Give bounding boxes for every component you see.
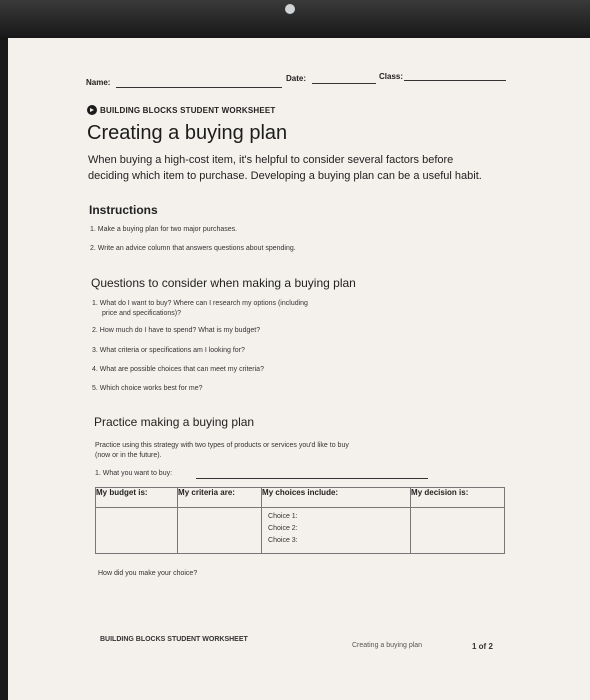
worksheet-page	[8, 38, 590, 700]
screen	[8, 38, 590, 700]
buying-plan-table	[95, 487, 505, 554]
table-row	[96, 508, 505, 554]
class-field[interactable]	[404, 80, 506, 81]
want-to-buy-label: 1. What you want to buy:	[95, 470, 173, 477]
criteria-header: My criteria are:	[178, 488, 262, 508]
intro-line-1: When buying a high-cost item, it's helpful to consider several factors before	[88, 154, 454, 166]
building-blocks-logo-icon	[87, 105, 97, 115]
want-to-buy-field[interactable]	[196, 478, 428, 479]
instructions-heading: Instructions	[89, 203, 158, 217]
practice-desc-line-1: Practice using this strategy with two types of products or services you'd like to buy	[95, 442, 349, 449]
question-item: 1. What do I want to buy? Where can I research my options (including	[92, 300, 308, 307]
budget-cell[interactable]	[96, 508, 178, 554]
how-choice-label: How did you make your choice?	[98, 570, 198, 577]
intro-text	[88, 152, 508, 184]
footer-title: BUILDING BLOCKS STUDENT WORKSHEET	[100, 636, 248, 643]
class-label: Class:	[379, 72, 404, 81]
choices-header: My choices include:	[262, 488, 411, 508]
name-field[interactable]	[116, 87, 282, 88]
name-label: Name:	[86, 78, 111, 87]
decision-header: My decision is:	[411, 488, 505, 508]
table-header-row	[96, 488, 505, 508]
monitor-bezel	[0, 0, 590, 40]
budget-header: My budget is:	[96, 488, 178, 508]
worksheet-kicker: BUILDING BLOCKS STUDENT WORKSHEET	[100, 106, 276, 115]
criteria-cell[interactable]	[178, 508, 262, 554]
question-item-continued: price and specifications)?	[102, 310, 181, 317]
footer-subtitle: Creating a buying plan	[352, 642, 423, 649]
choices-cell[interactable]	[262, 508, 411, 554]
instruction-item: 2. Write an advice column that answers questions about spending.	[90, 245, 296, 252]
decision-cell[interactable]	[411, 508, 505, 554]
instruction-item: 1. Make a buying plan for two major purchases.	[90, 226, 238, 233]
question-item: 5. Which choice works best for me?	[92, 385, 203, 392]
date-label: Date:	[286, 74, 307, 83]
question-item: 3. What criteria or specifications am I looking for?	[92, 347, 245, 354]
choice-1-label: Choice 1:	[268, 513, 298, 520]
date-field[interactable]	[312, 83, 376, 84]
choice-3-label: Choice 3:	[268, 537, 298, 544]
question-item: 2. How much do I have to spend? What is my budget?	[92, 327, 261, 334]
question-item: 4. What are possible choices that can meet my criteria?	[92, 366, 264, 373]
page-number: 1 of 2	[472, 642, 493, 651]
page-title: Creating a buying plan	[87, 122, 288, 144]
practice-heading: Practice making a buying plan	[94, 415, 255, 429]
choice-2-label: Choice 2:	[268, 525, 298, 532]
camera-icon	[285, 4, 295, 14]
questions-heading: Questions to consider when making a buying plan	[91, 276, 356, 290]
practice-desc-line-2: (now or in the future).	[95, 452, 162, 459]
intro-line-2: deciding which item to purchase. Developing a buying plan can be a useful habit.	[88, 170, 482, 182]
